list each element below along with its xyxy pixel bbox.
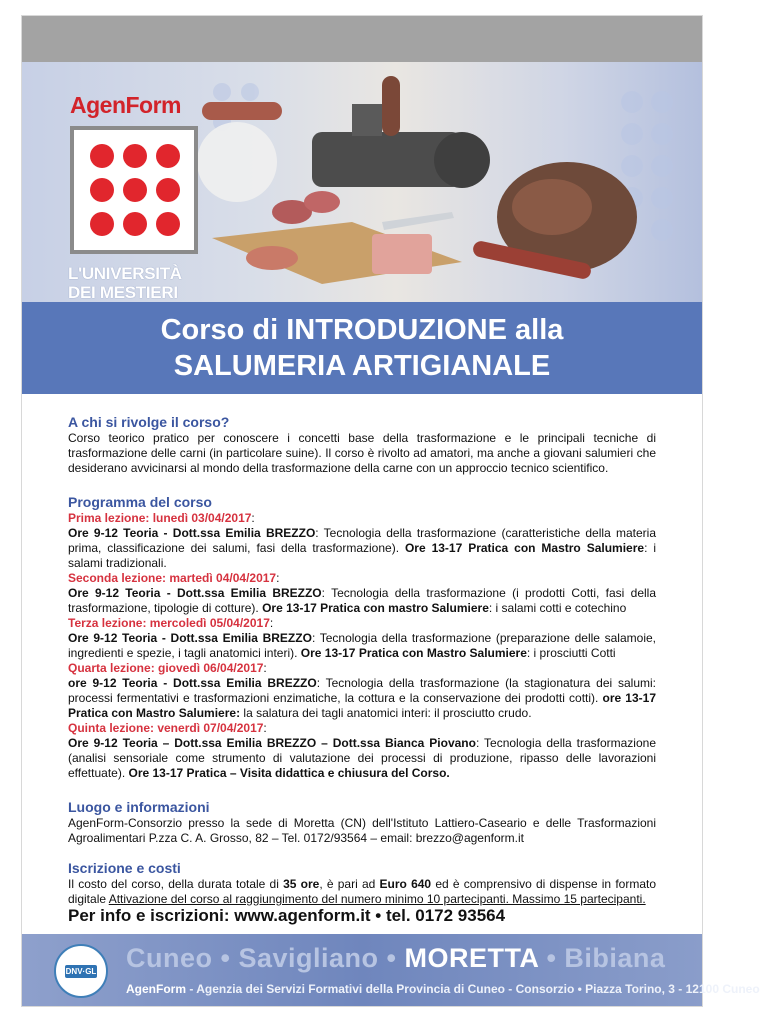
registration-heading: Iscrizione e costi — [68, 860, 181, 876]
flyer-page — [22, 16, 760, 1006]
dnv-gl-certification-icon — [54, 944, 108, 998]
course-body — [68, 414, 656, 907]
theory-text: : Tecnologia della trasformazione (i prodotti Cotti, fasi della trasformazione, tipologie di cotture). — [68, 586, 657, 615]
registration-text-2: , è pari ad — [319, 877, 380, 891]
lesson-2: Seconda lezione: martedì 04/04/2017: Ore 9-12 Teoria - Dott.ssa Emilia BREZZO: Tecnologia della trasformazione (i prodotti Cotti, fasi della trasformazione, tipologie di cotture). Ore 13-17 Pratica con mastro Salumiere: i salami cotti e cotechino — [68, 571, 657, 615]
registration-text — [68, 877, 656, 907]
course-title-line-1: Corso di INTRODUZIONE alla — [160, 314, 564, 346]
agency-address: - Agenzia dei Servizi Formativi della Provincia di Cuneo - Consorzio • Piazza Torino, 3 - 12100 Cuneo — [186, 982, 760, 996]
theory-text: : Tecnologia della trasformazione (caratteristiche della materia prima, classificazione dei salumi, fasi della trasformazione). — [68, 526, 656, 555]
location-heading: Luogo e informazioni — [68, 799, 210, 815]
lesson-4: Quarta lezione: giovedì 06/04/2017: ore 9-12 Teoria - Dott.ssa Emilia BREZZO: Tecnologia della trasformazione (la stagionatura dei salumi: processi fermentativi e trasformazioni enzimatiche, la cottura e la conservazione dei prodotti cotti). ore 13-17 Pratica con Mastro Salumiere: la salatura dei tagli anatomici interi: il prosciutto crudo. — [68, 661, 656, 720]
lesson-title: Quarta lezione: giovedì 06/04/2017 — [68, 661, 264, 675]
tagline-line-1: L'UNIVERSITÀ — [68, 264, 182, 283]
city-list-1: Cuneo • Savigliano • — [126, 943, 405, 973]
lesson-title: Quinta lezione: venerdì 07/04/2017 — [68, 721, 264, 735]
program-heading: Programma del corso — [68, 494, 212, 510]
registration-text-3: ed è comprensivo di dispense in formato digitale — [68, 877, 656, 906]
locations-line — [126, 943, 665, 974]
registration-text-1: Il costo del corso, della durata totale di — [68, 877, 284, 891]
footer-band — [22, 934, 760, 1006]
theory-text: : Tecnologia della trasformazione (analisi sensoriale come strumento di valutazione dei processi di produzione, ripasso delle lavorazioni effettuate). — [68, 736, 656, 780]
lesson-title: Prima lezione: lunedì 03/04/2017 — [68, 511, 252, 525]
activation-note: Attivazione del corso al raggiungimento del numero minimo 10 partecipanti. Massimo 15 partecipanti. — [108, 892, 646, 906]
course-title-band — [22, 302, 702, 394]
hero-banner — [22, 62, 702, 302]
practice-label: Ore 13-17 Pratica con mastro Salumiere — [262, 601, 489, 615]
practice-text: : i salami tradizionali. — [68, 541, 656, 570]
lesson-3: Terza lezione: mercoledì 05/04/2017: Ore 9-12 Teoria - Dott.ssa Emilia BREZZO: Tecnologia della trasformazione (preparazione delle salamoie, ingredienti e spezie, i tagli anatomici interi). Ore 13-17 Pratica con Mastro Salumiere: i prosciutti Cotti — [68, 616, 656, 660]
lesson-title: Seconda lezione: martedì 04/04/2017 — [68, 571, 277, 585]
agency-line — [126, 982, 760, 996]
tagline-line-2: DEI MESTIERI — [68, 283, 178, 302]
theory-text: : Tecnologia della trasformazione (preparazione delle salamoie, ingredienti e spezie, i tagli anatomici interi). — [68, 631, 656, 660]
practice-label: Ore 13-17 Pratica con Mastro Salumiere — [404, 541, 645, 555]
theory-label: ore 9-12 Teoria - Dott.ssa Emilia BREZZO — [68, 676, 317, 690]
contact-line: Per info e iscrizioni: www.agenform.it • tel. 0172 93564 — [68, 906, 506, 925]
lesson-5: Quinta lezione: venerdì 07/04/2017: Ore 9-12 Teoria – Dott.ssa Emilia BREZZO – Dott.ssa Bianca Piovano: Tecnologia della trasformazione (analisi sensoriale come strumento di valutazione dei processi di produzione, ripasso delle lavorazioni effettuate). Ore 13-17 Pratica – Visita didattica e chiusura del Corso. — [68, 721, 656, 780]
lesson-1: Prima lezione: lunedì 03/04/2017: Ore 9-12 Teoria - Dott.ssa Emilia BREZZO: Tecnologia della trasformazione (caratteristiche della materia prima, classificazione dei salumi, fasi della trasformazione). Ore 13-17 Pratica con Mastro Salumiere: i salami tradizionali. — [68, 511, 656, 570]
duration-value: 35 ore — [283, 877, 320, 891]
practice-label: ore 13-17 Pratica con Mastro Salumiere: — [68, 691, 656, 720]
theory-label: Ore 9-12 Teoria – Dott.ssa Emilia BREZZO – Dott.ssa Bianca Piovano — [68, 736, 476, 750]
practice-text: : i prosciutti Cotti — [526, 646, 616, 660]
agency-name: AgenForm — [126, 982, 186, 996]
cert-label: DNV·GL — [65, 967, 97, 976]
theory-text: : Tecnologia della trasformazione (la stagionatura dei salumi: processi fermentativi e trasformazioni enzimatiche, la cottura e la conservazione dei prodotti cotti). — [68, 676, 656, 705]
theory-label: Ore 9-12 Teoria - Dott.ssa Emilia BREZZO — [68, 586, 322, 600]
location-text: AgenForm-Consorzio presso la sede di Moretta (CN) dell'Istituto Lattiero-Caseario e delle Trasformazioni Agroalimentari P.zza C. A. Grosso, 82 – Tel. 0172/93564 – email: brezzo@agenform.it — [68, 816, 656, 845]
top-grey-bar — [22, 16, 702, 62]
logo-dots-icon — [70, 126, 198, 254]
tagline — [68, 264, 208, 302]
city-highlight: MORETTA — [404, 943, 539, 973]
city-list-2: • Bibiana — [538, 943, 666, 973]
practice-label: Ore 13-17 Pratica con Mastro Salumiere — [300, 646, 527, 660]
agenform-logo — [64, 78, 204, 302]
theory-label: Ore 9-12 Teoria - Dott.ssa Emilia BREZZO — [68, 526, 316, 540]
practice-text: la salatura dei tagli anatomici interi: il prosciutto crudo. — [240, 706, 532, 720]
practice-text: : i salami cotti e cotechino — [488, 601, 627, 615]
lesson-title: Terza lezione: mercoledì 05/04/2017 — [68, 616, 270, 630]
practice-label: Ore 13-17 Pratica – Visita didattica e chiusura del Corso. — [128, 766, 450, 780]
price-value: Euro 640 — [379, 877, 432, 891]
course-title-line-2: SALUMERIA ARTIGIANALE — [173, 350, 551, 382]
brand-name: AgenForm — [70, 92, 181, 118]
audience-text: Corso teorico pratico per conoscere i concetti base della trasformazione e le principali tecniche di trasformazione delle carni (in particolare suine). Il corso è rivolto ad amatori, ma anche a giovani salumieri che desiderano avvicinarsi al mondo della trasformazione della carne con un approccio tecnico scientifico. — [68, 431, 656, 475]
audience-heading: A chi si rivolge il corso? — [68, 414, 230, 430]
theory-label: Ore 9-12 Teoria - Dott.ssa Emilia BREZZO — [68, 631, 312, 645]
